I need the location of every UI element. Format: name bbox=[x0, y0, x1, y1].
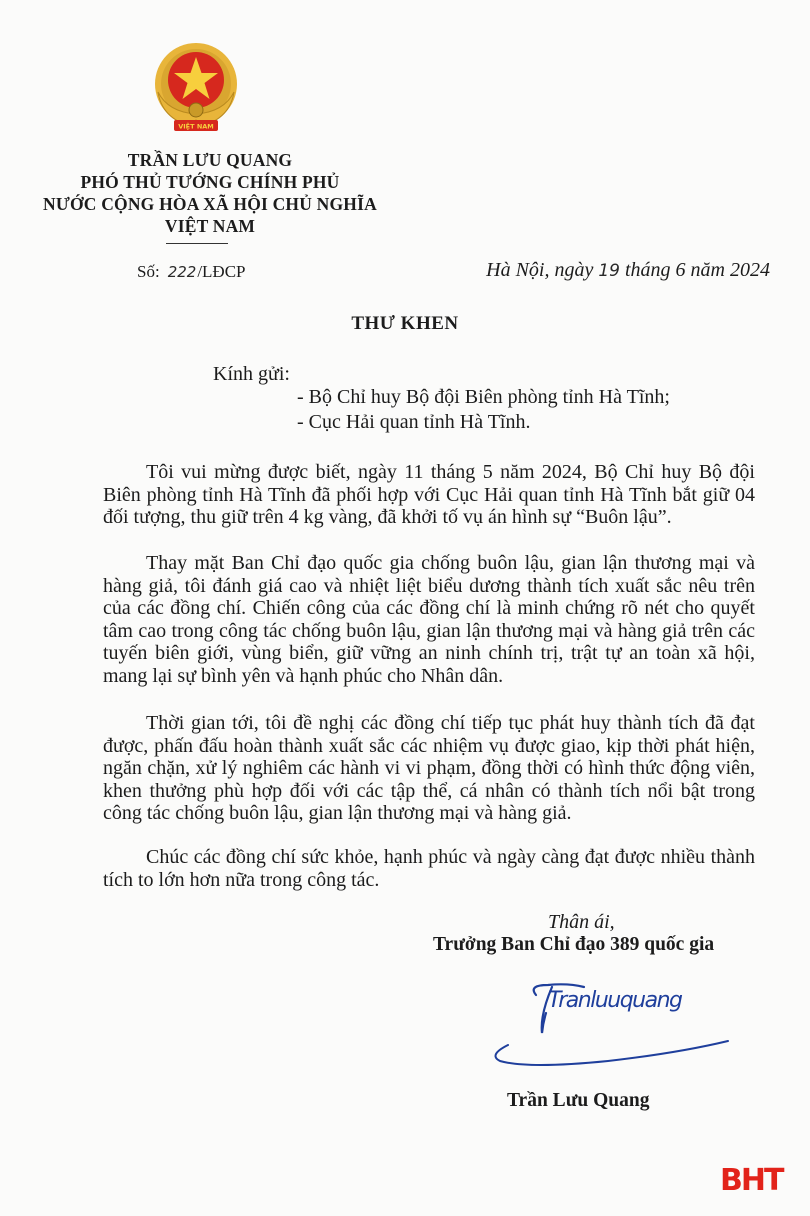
date-day-handwritten: 19 bbox=[598, 261, 620, 281]
header-position: PHÓ THỦ TƯỚNG CHÍNH PHỦ bbox=[80, 172, 340, 192]
bht-logo-icon bbox=[720, 1162, 786, 1194]
emblem-ribbon-text: VIỆT NAM bbox=[178, 122, 214, 131]
body-paragraph: Tôi vui mừng được biết, ngày 11 tháng 5 năm 2024, Bộ Chỉ huy Bộ đội Biên phòng tỉnh Hà Tĩnh đã phối hợp với Cục Hải quan tỉnh Hà Tĩnh bắt giữ 04 đối tượng, thu giữ trên 4 kg vàng, đã khởi tố vụ án hình sự “Buôn lậu”. bbox=[103, 461, 755, 529]
recipient-item: - Cục Hải quan tỉnh Hà Tĩnh. bbox=[297, 411, 531, 433]
document-date bbox=[486, 259, 770, 282]
document-title: THƯ KHEN bbox=[351, 313, 459, 334]
closing-greeting: Thân ái, bbox=[548, 911, 615, 933]
body-paragraph: Thời gian tới, tôi đề nghị các đồng chí tiếp tục phát huy thành tích đã đạt được, phấn đấu hoàn thành xuất sắc các nhiệm vụ được giao, kịp thời phát hiện, ngăn chặn, xử lý nghiêm các hành vi vi phạm, đồng thời có hình thức động viên, khen thưởng phù hợp đối với các tập thể, cá nhân có thành tích nổi bật trong công tác chống buôn lậu, gian lận thương mại và hàng giả. bbox=[103, 712, 755, 825]
recipients-label: Kính gửi: bbox=[213, 363, 290, 385]
date-prefix: Hà Nội, ngày bbox=[486, 259, 594, 281]
recipient-item: - Bộ Chỉ huy Bộ đội Biên phòng tỉnh Hà Tĩnh; bbox=[297, 386, 670, 408]
handwritten-signature bbox=[488, 975, 730, 1075]
document-number-suffix: /LĐCP bbox=[197, 262, 246, 281]
signature-text: Tranluuquang bbox=[548, 988, 682, 1013]
signer-name: Trần Lưu Quang bbox=[507, 1090, 650, 1111]
closing-position: Trưởng Ban Chỉ đạo 389 quốc gia bbox=[433, 934, 715, 955]
document-number-handwritten: 222 bbox=[167, 263, 197, 281]
document-number bbox=[137, 262, 246, 282]
header-country-2: VIỆT NAM bbox=[164, 216, 256, 236]
national-emblem-icon bbox=[150, 40, 242, 136]
body-paragraph: Thay mặt Ban Chỉ đạo quốc gia chống buôn lậu, gian lận thương mại và hàng giả, tôi đánh giá cao và nhiệt liệt biểu dương thành tích xuất sắc nêu trên của các đồng chí. Chiến công của các đồng chí là minh chứng rõ nét cho quyết tâm cao trong công tác chống buôn lậu, gian lận thương mại và hàng giả trên các tuyến biên giới, vùng biển, giữ vững an ninh chính trị, trật tự an toàn xã hội, mang lại sự bình yên và hạnh phúc cho Nhân dân. bbox=[103, 552, 755, 687]
logo-text: BHT bbox=[720, 1163, 783, 1194]
header-country: NƯỚC CỘNG HÒA XÃ HỘI CHỦ NGHĨA bbox=[43, 194, 377, 214]
document-number-label: Số: bbox=[137, 262, 160, 281]
date-suffix: tháng 6 năm 2024 bbox=[625, 259, 770, 281]
header-divider bbox=[166, 243, 228, 244]
body-paragraph: Chúc các đồng chí sức khỏe, hạnh phúc và ngày càng đạt được nhiều thành tích to lớn hơn nữa trong công tác. bbox=[103, 846, 755, 891]
header-name: TRẦN LƯU QUANG bbox=[127, 150, 293, 170]
